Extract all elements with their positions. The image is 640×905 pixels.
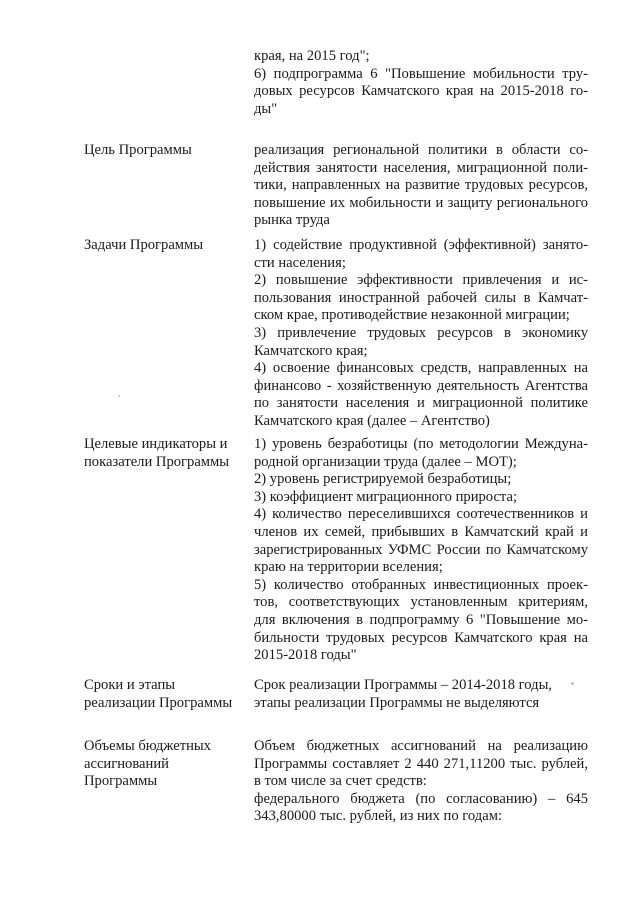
scan-speck	[118, 395, 120, 397]
timeline-paragraph: Срок реализации Программы – 2014-2018 годы, этапы реализации Программы не выделяются	[254, 677, 553, 711]
goal-paragraph: реализация региональной политики в области содействия занятости населения, миграционной политики, направленных на развитие трудовых ресурсов, повышение их мобильности и защиту регионального рынка труда	[254, 142, 588, 229]
section-body-goal	[254, 142, 588, 230]
scan-speck	[571, 682, 574, 685]
task-item-3: 3) привлечение трудовых ресурсов в экономику Камчатского края;	[254, 324, 588, 359]
section-label-tasks: Задачи Программы	[84, 237, 204, 253]
budget-paragraph-1: Объем бюджетных ассигнований на реализацию Программы составляет 2 440 271,11200 тыс. рублей, в том числе за счет средств:	[254, 738, 588, 790]
section-body-tasks	[254, 237, 588, 431]
section-body-timeline	[254, 677, 588, 712]
budget-paragraph-2: федерального бюджета (по согласованию) – 645 343,80000 тыс. рублей, из них по годам:	[254, 790, 588, 825]
task-item-2: 2) повышение эффективности привлечения и использования иностранной рабочей силы в Камчатском крае, противодействие незаконной миграции;	[254, 272, 588, 324]
section-label-timeline: Сроки и этапы реализации Программы	[84, 677, 233, 711]
continuation-line-1: края, на 2015 год";	[254, 48, 370, 64]
section-label-budget: Объемы бюджетных ассигнований Программы	[84, 738, 211, 790]
continuation-line-2: 6) подпрограмма 6 "Повышение мобильности трудовых ресурсов Камчатского края на 2015-2018 годы"	[254, 65, 588, 117]
continuation-block	[254, 48, 588, 118]
indicator-item-4: 4) количество переселившихся соотечественников и членов их семей, прибывших в Камчатский край и зарегистрированных УФМС России по Камчатскому краю на территории вселения;	[254, 506, 588, 576]
section-body-budget	[254, 738, 588, 826]
indicator-item-1: 1) уровень безработицы (по методологии Международной организации труда (далее – МОТ);	[254, 436, 588, 470]
indicator-item-5: 5) количество отобранных инвестиционных проектов, соответствующих установленным критериям, для включения в подпрограмму 6 "Повышение мобильности трудовых ресурсов Камчатского края на 2015-2018 годы"	[254, 576, 588, 664]
section-body-indicators	[254, 436, 588, 665]
task-item-1: 1) содействие продуктивной (эффективной) занятости населения;	[254, 237, 588, 271]
task-item-4: 4) освоение финансовых средств, направленных на финансово - хозяйственную деятельность Агентства по занятости населения и миграционной политике Камчатского края (далее – Агентство)	[254, 360, 588, 429]
section-label-goal: Цель Программы	[84, 142, 192, 158]
section-label-indicators: Целевые индикаторы и показатели Программы	[84, 436, 230, 470]
indicator-item-2: 2) уровень регистрируемой безработицы;	[254, 471, 512, 488]
indicator-item-3: 3) коэффициент миграционного прироста;	[254, 488, 518, 505]
